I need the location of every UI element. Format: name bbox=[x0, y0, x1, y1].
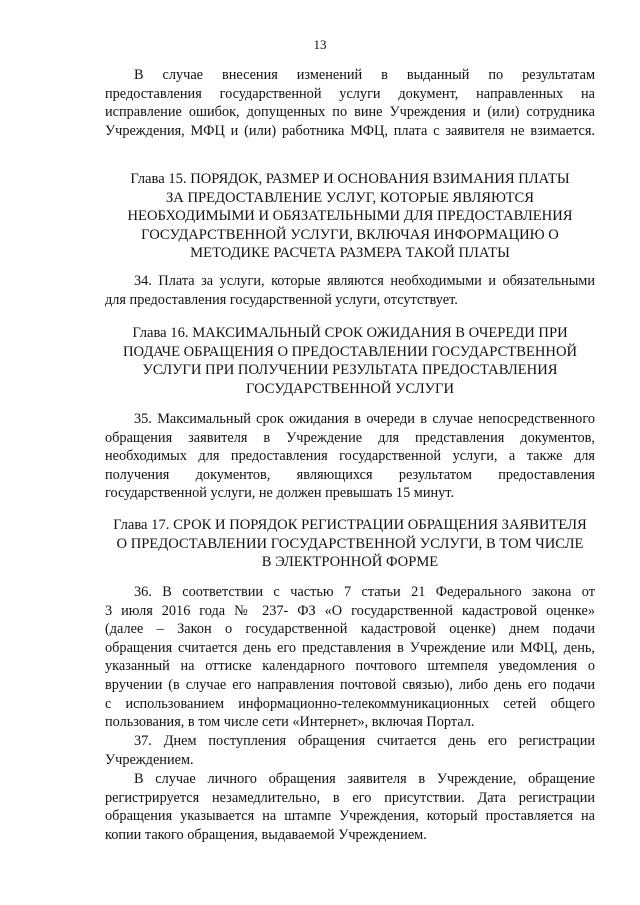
paragraph-34 bbox=[105, 272, 595, 309]
text-line: регистрируется незамедлительно, в его присутствии. Дата регистрации bbox=[105, 789, 595, 806]
heading-line: Глава 17. СРОК И ПОРЯДОК РЕГИСТРАЦИИ ОБРАЩЕНИЯ ЗАЯВИТЕЛЯ bbox=[113, 517, 587, 533]
heading-line: О ПРЕДОСТАВЛЕНИИ ГОСУДАРСТВЕННОЙ УСЛУГИ, В ТОМ ЧИСЛЕ bbox=[116, 535, 584, 552]
text-line: 35. Максимальный срок ожидания в очереди в случае непосредственного bbox=[134, 411, 595, 427]
heading-line: НЕОБХОДИМЫМИ И ОБЯЗАТЕЛЬНЫМИ ДЛЯ ПРЕДОСТАВЛЕНИЯ bbox=[127, 208, 573, 225]
text-line: В случае внесения изменений в выданный по результатам bbox=[134, 67, 595, 83]
text-line: указанный на оттиске календарного почтового штемпеля уведомления о bbox=[105, 658, 595, 675]
paragraph-36 bbox=[105, 583, 595, 732]
paragraph-personal-appeal bbox=[105, 770, 595, 844]
text-line: 34. Плата за услуги, которые являются необходимыми и обязательными bbox=[134, 273, 595, 289]
text-line: обращения указывается на штампе Учреждения, который проставляется на bbox=[105, 808, 595, 825]
paragraph-37 bbox=[105, 732, 595, 769]
heading-line: ПОДАЧЕ ОБРАЩЕНИЯ О ПРЕДОСТАВЛЕНИИ ГОСУДАРСТВЕННОЙ bbox=[122, 343, 578, 360]
text-line: пользования, в том числе сети «Интернет», включая Портал. bbox=[105, 714, 475, 731]
heading-line: Глава 16. МАКСИМАЛЬНЫЙ СРОК ОЖИДАНИЯ В ОЧЕРЕДИ ПРИ bbox=[132, 325, 568, 341]
paragraph-35 bbox=[105, 410, 595, 503]
text-line: необходимых для предоставления государственной услуги, а также для bbox=[105, 448, 595, 465]
text-line: обращения считается день его представления в Учреждение или МФЦ, день, bbox=[105, 639, 595, 656]
text-line: государственной услуги, не должен превышать 15 минут. bbox=[105, 485, 455, 502]
text-line: исправление ошибок, допущенных по вине Учреждения и (или) сотрудника bbox=[105, 104, 595, 121]
text-line: Учреждения, МФЦ и (или) работника МФЦ, плата с заявителя не взимается. bbox=[105, 122, 595, 139]
text-line: получения документов, являющихся результатом предоставления bbox=[105, 466, 595, 483]
page-number: 13 bbox=[313, 37, 327, 52]
text-line: 3 июля 2016 года № 237- ФЗ «О государственной кадастровой оценке» bbox=[105, 602, 595, 619]
heading-line: Глава 15. ПОРЯДОК, РАЗМЕР И ОСНОВАНИЯ ВЗИМАНИЯ ПЛАТЫ bbox=[130, 171, 570, 187]
chapter-16-heading bbox=[105, 324, 595, 398]
text-line: копии такого обращения, выдаваемой Учреждением. bbox=[105, 826, 427, 843]
text-line: 37. Днем поступления обращения считается день его регистрации bbox=[134, 733, 595, 749]
heading-line: ГОСУДАРСТВЕННОЙ УСЛУГИ bbox=[246, 380, 454, 397]
text-line: обращения заявителя в Учреждение для представления документов, bbox=[105, 429, 595, 446]
text-line: (далее – Закон о государственной кадастровой оценке) днем подачи bbox=[105, 621, 595, 638]
heading-line: УСЛУГИ ПРИ ПОЛУЧЕНИИ РЕЗУЛЬТАТА ПРЕДОСТАВЛЕНИЯ bbox=[142, 362, 558, 379]
heading-line: МЕТОДИКЕ РАСЧЕТА РАЗМЕРА ТАКОЙ ПЛАТЫ bbox=[190, 245, 510, 262]
text-line: 36. В соответствии с частью 7 статьи 21 Федерального закона от bbox=[134, 584, 595, 600]
paragraph-fee-exemption bbox=[105, 66, 595, 140]
heading-line: ЗА ПРЕДОСТАВЛЕНИЕ УСЛУГ, КОТОРЫЕ ЯВЛЯЮТСЯ bbox=[166, 189, 534, 206]
text-line: Учреждением. bbox=[105, 751, 194, 768]
heading-line: В ЭЛЕКТРОННОЙ ФОРМЕ bbox=[261, 554, 439, 571]
text-line: В случае личного обращения заявителя в Учреждение, обращение bbox=[134, 771, 595, 787]
text-line: предоставления государственной услуги документ, направленных на bbox=[105, 85, 595, 102]
chapter-15-heading bbox=[105, 170, 595, 263]
chapter-17-heading bbox=[105, 516, 595, 572]
heading-line: ГОСУДАРСТВЕННОЙ УСЛУГИ, ВКЛЮЧАЯ ИНФОРМАЦИЮ О bbox=[141, 226, 559, 243]
text-line: для предоставления государственной услуги, отсутствует. bbox=[105, 291, 458, 308]
text-line: вручении (в случае его направления почтовой связью), либо день его подачи bbox=[105, 676, 595, 693]
text-line: с использованием информационно-телекоммуникационных сетей общего bbox=[105, 695, 595, 712]
